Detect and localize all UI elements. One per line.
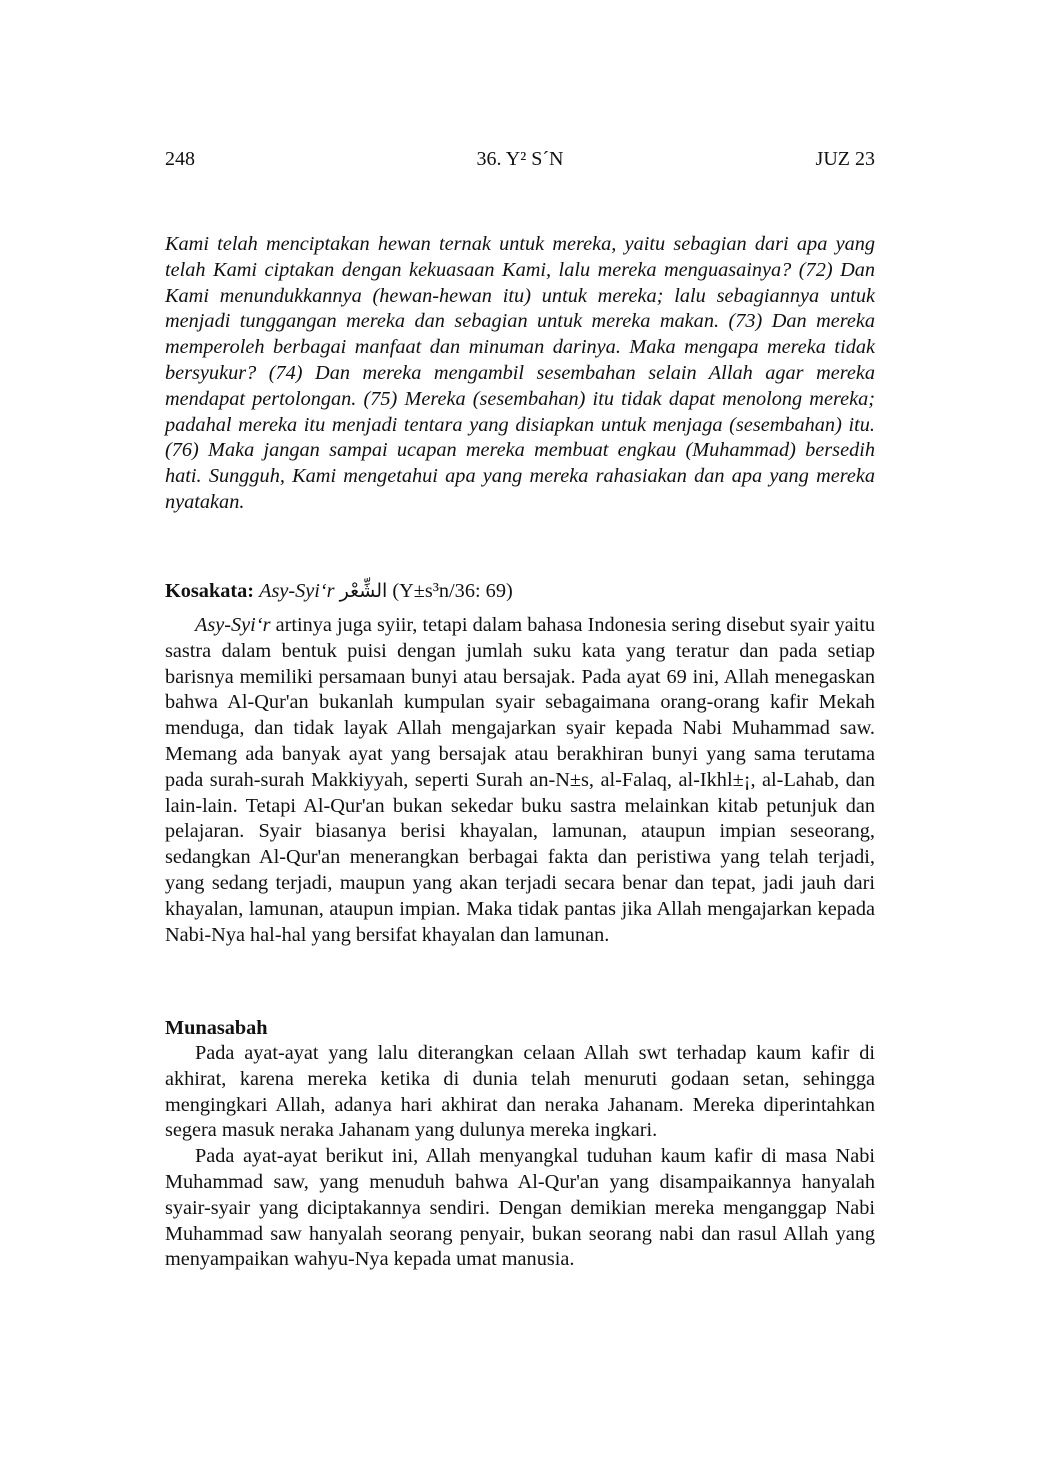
juz-label: JUZ 23	[815, 148, 875, 170]
munasabah-paragraph: Pada ayat-ayat yang lalu diterangkan celaan Allah swt terhadap kaum kafir di akhirat, karena mereka ketika di dunia telah menuruti godaan setan, sehingga mengingkari Allah, adanya hari akhirat dan neraka Jahanam. Mereka diperintahkan segera masuk neraka Jahanam yang dulunya mereka ingkari.	[165, 1042, 875, 1142]
surah-title: 36. Y² S´N	[476, 148, 564, 170]
page-header	[165, 146, 875, 172]
kosakata-label: Kosakata:	[165, 580, 255, 602]
page-number: 248	[165, 148, 195, 170]
kosakata-explanation	[165, 613, 875, 948]
kosakata-heading	[165, 578, 875, 604]
kosakata-term: Asy-Syi‘r	[259, 580, 335, 602]
munasabah-paragraph: Pada ayat-ayat berikut ini, Allah menyangkal tuduhan kaum kafir di masa Nabi Muhammad saw, yang menuduh bahwa Al-Qur'an yang disampaikannya hanyalah syair-syair yang diciptakannya sendiri. Dengan demikian mereka menganggap Nabi Muhammad saw hanyalah seorang penyair, bukan seorang nabi dan rasul Allah yang menyampaikan wahyu-Nya kepada umat manusia.	[165, 1145, 875, 1271]
kosakata-reference: (Y±s³n/36: 69)	[392, 580, 513, 602]
kosakata-arabic: الشِّعْر	[339, 580, 388, 602]
kosakata-body-term: Asy-Syi‘r	[195, 614, 271, 636]
kosakata-body-text: artinya juga syiir, tetapi dalam bahasa Indonesia sering disebut syair yaitu sastra dalam bentuk puisi dengan jumlah suku kata yang teratur dan pada setiap barisnya memiliki persamaan bunyi atau bersajak. Pada ayat 69 ini, Allah menegaskan bahwa Al-Qur'an bukanlah kumpulan syair sebagaimana orang-orang kafir Mekah menduga, dan tidak layak Allah mengajarkan syair kepada Nabi Muhammad saw. Memang ada banyak ayat yang bersajak atau berakhiran bunyi yang sama terutama pada surah-surah Makkiyyah, seperti Surah an-N±s, al-Falaq, al-Ikhl±¡, al-Lahab, dan lain-lain. Tetapi Al-Qur'an bukan sekedar buku sastra melainkan kitab petunjuk dan pelajaran. Syair biasanya berisi khayalan, lamunan, ataupun impian seseorang, sedangkan Al-Qur'an menerangkan berbagai fakta dan peristiwa yang telah terjadi, yang sedang terjadi, maupun yang akan terjadi secara benar dan tepat, jadi jauh dari khayalan, lamunan, ataupun impian. Maka tidak pantas jika Allah mengajarkan kepada Nabi-Nya hal-hal yang bersifat khayalan dan lamunan.	[165, 614, 875, 946]
munasabah-body	[165, 1041, 875, 1273]
munasabah-heading: Munasabah	[165, 1017, 268, 1039]
verse-translation: Kami telah menciptakan hewan ternak untuk mereka, yaitu sebagian dari apa yang telah Kami ciptakan dengan kekuasaan Kami, lalu mereka menguasainya? (72) Dan Kami menundukkannya (hewan-hewan itu) untuk mereka; lalu sebagiannya untuk menjadi tunggangan mereka dan sebagian untuk mereka makan. (73) Dan mereka memperoleh berbagai manfaat dan minuman darinya. Maka mengapa mereka tidak bersyukur? (74) Dan mereka mengambil sesembahan selain Allah agar mereka mendapat pertolongan. (75) Mereka (sesembahan) itu tidak dapat menolong mereka; padahal mereka itu menjadi tentara yang disiapkan untuk menjaga (sesembahan) itu. (76) Maka jangan sampai ucapan mereka membuat engkau (Muhammad) bersedih hati. Sungguh, Kami mengetahui apa yang mereka rahasiakan dan apa yang mereka nyatakan.	[165, 233, 875, 513]
